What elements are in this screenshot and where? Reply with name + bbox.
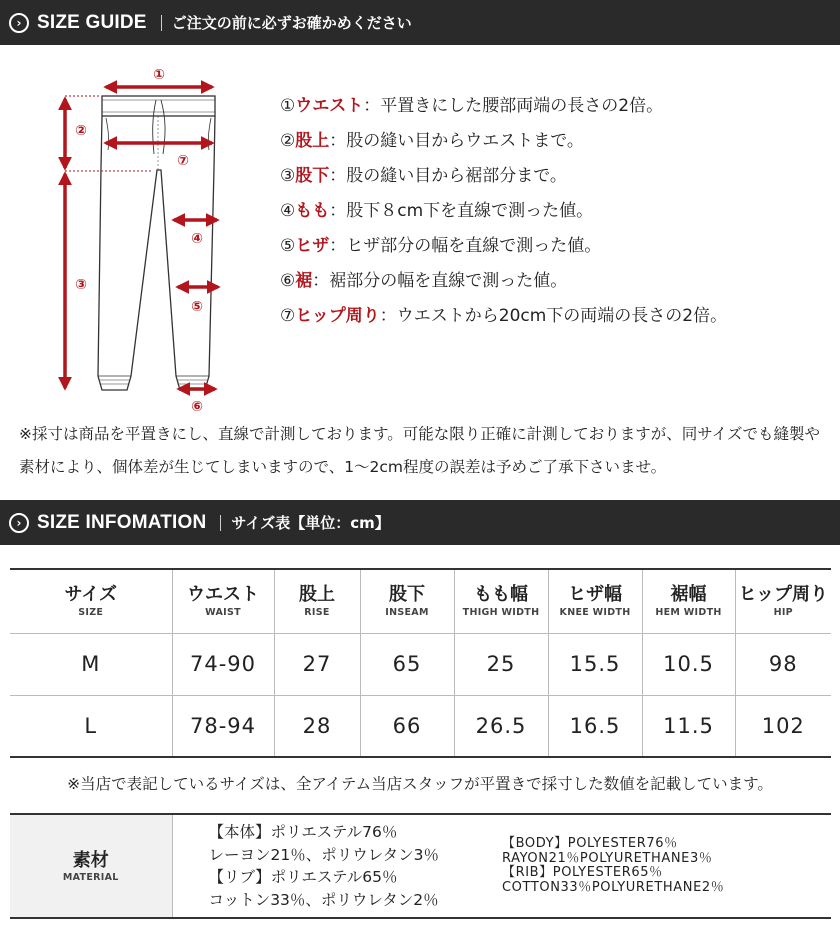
- table-header-row: [10, 569, 831, 633]
- column-header: ヒザ幅 KNEE WIDTH: [548, 569, 642, 633]
- table-cell: 15.5: [548, 633, 642, 695]
- material-table: [10, 813, 831, 919]
- table-cell: 26.5: [454, 695, 548, 757]
- table-cell: 98: [735, 633, 831, 695]
- measurement-note: ※採寸は商品を平置きにし、直線で計測しております。可能な限り正確に計測しておりますが、同サイズでも縫製や素材により、個体差が生じてしまいますので、1〜2cm程度の誤差は予めご了承下さいませ。: [19, 425, 821, 476]
- marker-thigh: ④: [191, 231, 203, 247]
- material-en-line: 【BODY】POLYESTER76％: [502, 836, 678, 851]
- table-cell: L: [10, 695, 172, 757]
- material-jp-line: コットン33％、ポリウレタン2％: [208, 890, 439, 909]
- material-en: [502, 814, 831, 918]
- column-header: 股下 INSEAM: [360, 569, 454, 633]
- material-row: [10, 814, 831, 918]
- table-cell: 10.5: [642, 633, 735, 695]
- table-cell: 27: [274, 633, 360, 695]
- definition-thigh: ④もも：股下８cm下を直線で測った値。: [280, 201, 594, 221]
- size-info-subtitle: サイズ表【単位：cm】: [231, 514, 390, 532]
- table-row: [10, 695, 831, 757]
- definition-knee: ⑤ヒザ：ヒザ部分の幅を直線で測った値。: [280, 236, 602, 256]
- chevron-circle-icon: ›: [9, 13, 29, 33]
- size-guide-title: SIZE GUIDE: [37, 11, 147, 33]
- table-cell: 11.5: [642, 695, 735, 757]
- table-note: ※当店で表記しているサイズは、全アイテム当店スタッフが平置きで採寸した数値を記載しています。: [67, 775, 773, 793]
- table-cell: 16.5: [548, 695, 642, 757]
- definition-waist: ①ウエスト：平置きにした腰部両端の長さの2倍。: [280, 96, 664, 116]
- table-cell: 78-94: [172, 695, 274, 757]
- pants-diagram: [40, 58, 240, 418]
- size-guide-header: [0, 0, 840, 45]
- table-row: [10, 633, 831, 695]
- measurement-definitions: [280, 91, 727, 336]
- table-cell: 102: [735, 695, 831, 757]
- size-table: [10, 568, 831, 758]
- table-cell: 65: [360, 633, 454, 695]
- column-header: 股上 RISE: [274, 569, 360, 633]
- size-info-header: [0, 500, 840, 545]
- marker-waist: ①: [153, 67, 165, 83]
- marker-knee: ⑤: [191, 299, 203, 315]
- column-header: 裾幅 HEM WIDTH: [642, 569, 735, 633]
- column-header: ヒップ周り HIP: [735, 569, 831, 633]
- size-guide-subtitle: ご注文の前に必ずお確かめください: [171, 14, 412, 32]
- marker-rise: ②: [75, 123, 87, 139]
- material-en-line: 【RIB】POLYESTER65％: [502, 865, 663, 880]
- material-jp: [172, 814, 502, 918]
- material-label: 素材 MATERIAL: [10, 814, 172, 918]
- column-header: ウエスト WAIST: [172, 569, 274, 633]
- chevron-circle-icon: ›: [9, 513, 29, 533]
- material-en-line: RAYON21％POLYURETHANE3％: [502, 850, 713, 866]
- table-cell: 25: [454, 633, 548, 695]
- table-cell: 28: [274, 695, 360, 757]
- definition-rise: ②股上：股の縫い目からウエストまで。: [280, 131, 584, 151]
- marker-hem: ⑥: [191, 399, 203, 415]
- column-header: もも幅 THIGH WIDTH: [454, 569, 548, 633]
- definition-hem: ⑥裾：裾部分の幅を直線で測った値。: [280, 271, 568, 291]
- material-jp-line: 【本体】ポリエステル76％: [208, 823, 398, 841]
- definition-inseam: ③股下：股の縫い目から裾部分まで。: [280, 166, 567, 186]
- size-info-title: SIZE INFOMATION: [37, 511, 207, 533]
- table-cell: 66: [360, 695, 454, 757]
- column-header: サイズ SIZE: [10, 569, 172, 633]
- material-en-line: COTTON33％POLYURETHANE2％: [502, 879, 725, 895]
- header-divider: [161, 15, 162, 31]
- marker-hip: ⑦: [177, 153, 189, 169]
- definition-hip: ⑦ヒップ周り：ウエストから20cm下の両端の長さの2倍。: [280, 306, 728, 326]
- table-cell: M: [10, 633, 172, 695]
- material-jp-line: レーヨン21％、ポリウレタン3％: [208, 845, 439, 864]
- table-cell: 74-90: [172, 633, 274, 695]
- material-jp-line: 【リブ】ポリエステル65％: [208, 868, 398, 886]
- marker-inseam: ③: [75, 277, 87, 293]
- header-divider: [220, 515, 221, 531]
